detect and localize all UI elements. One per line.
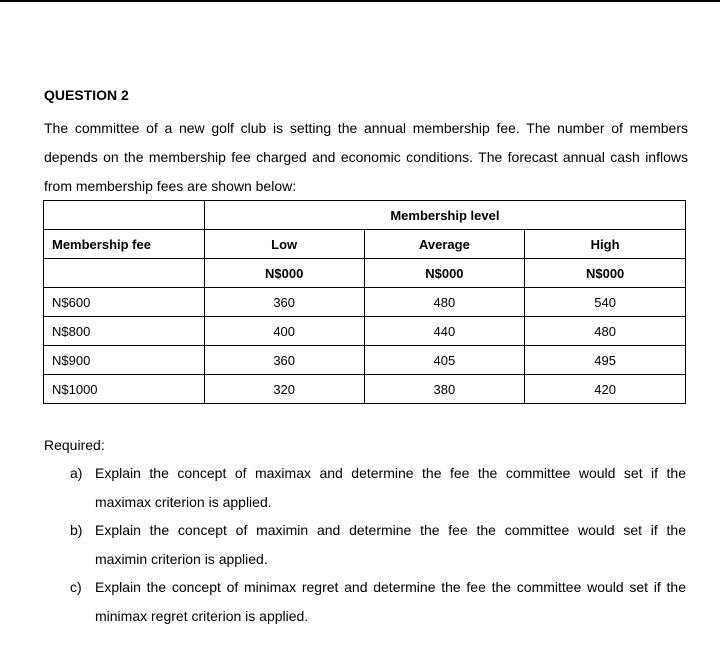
table-header-row — [44, 230, 686, 259]
item-text-line: Explain the concept of minimax regret and determine the fee the committee would set if the — [95, 579, 686, 595]
value-cell: 440 — [364, 317, 525, 346]
fee-cell: N$800 — [44, 317, 205, 346]
empty-cell — [44, 259, 205, 288]
table-units-row — [44, 259, 686, 288]
question-heading: QUESTION 2 — [44, 87, 129, 103]
membership-level-header: Membership level — [204, 201, 685, 230]
table-row — [44, 375, 686, 404]
column-header-average: Average — [364, 230, 525, 259]
item-text-line: maximin criterion is applied. — [95, 551, 268, 567]
required-item-c — [70, 573, 686, 631]
value-cell: 540 — [525, 288, 686, 317]
value-cell: 480 — [525, 317, 686, 346]
item-letter: b) — [70, 522, 83, 538]
intro-line: The committee of a new golf club is setting the annual membership fee. The number of members — [44, 120, 688, 136]
value-cell: 405 — [364, 346, 525, 375]
required-item-b — [70, 516, 686, 574]
table-row — [44, 346, 686, 375]
table-row — [44, 288, 686, 317]
fee-cell: N$600 — [44, 288, 205, 317]
item-text-line: minimax regret criterion is applied. — [95, 608, 309, 624]
column-header-high: High — [525, 230, 686, 259]
membership-fee-header: Membership fee — [44, 230, 205, 259]
top-rule — [0, 0, 720, 2]
value-cell: 420 — [525, 375, 686, 404]
value-cell: 495 — [525, 346, 686, 375]
fee-cell: N$900 — [44, 346, 205, 375]
value-cell: 320 — [204, 375, 364, 404]
item-letter: c) — [70, 579, 82, 595]
value-cell: 480 — [364, 288, 525, 317]
table-header-row — [44, 201, 686, 230]
unit-cell: N$000 — [204, 259, 364, 288]
cash-inflow-table — [43, 200, 686, 404]
empty-cell — [44, 201, 205, 230]
value-cell: 400 — [204, 317, 364, 346]
item-text-line: maximax criterion is applied. — [95, 494, 272, 510]
unit-cell: N$000 — [525, 259, 686, 288]
question-intro — [44, 114, 688, 201]
column-header-low: Low — [204, 230, 364, 259]
intro-line: depends on the membership fee charged and economic conditions. The forecast annual cash inflows — [44, 149, 688, 165]
item-text-line: Explain the concept of maximin and determine the fee the committee would set if the — [95, 522, 686, 538]
value-cell: 360 — [204, 288, 364, 317]
unit-cell: N$000 — [364, 259, 525, 288]
table-row — [44, 317, 686, 346]
required-item-a — [70, 459, 686, 517]
value-cell: 360 — [204, 346, 364, 375]
item-letter: a) — [70, 465, 83, 481]
intro-line: from membership fees are shown below: — [44, 178, 297, 194]
value-cell: 380 — [364, 375, 525, 404]
required-label: Required: — [44, 437, 105, 453]
fee-cell: N$1000 — [44, 375, 205, 404]
item-text-line: Explain the concept of maximax and determine the fee the committee would set if the — [95, 465, 686, 481]
